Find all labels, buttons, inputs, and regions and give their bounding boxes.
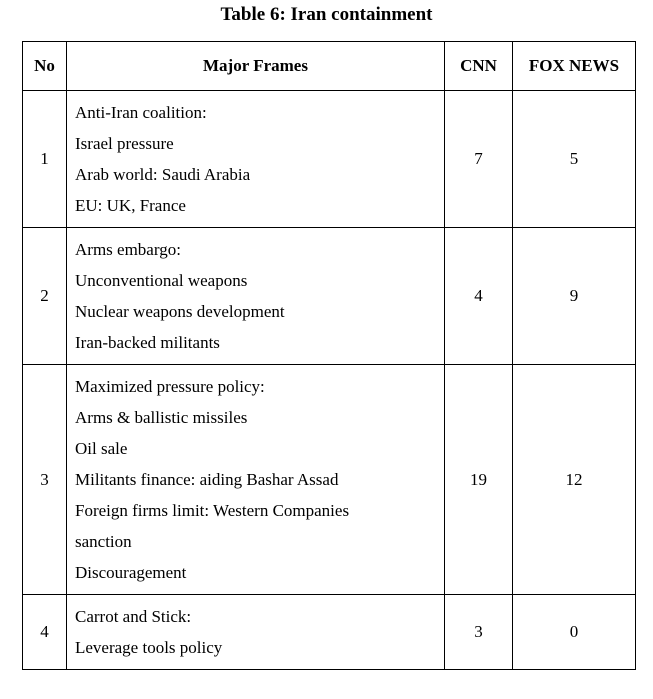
header-major-frames: Major Frames <box>67 42 445 91</box>
frame-text: Arab world: Saudi Arabia <box>75 165 251 184</box>
table-row <box>23 595 636 670</box>
row-frames <box>67 595 445 670</box>
header-no: No <box>23 42 67 91</box>
row-cnn-count: 4 <box>445 228 513 365</box>
iran-containment-table <box>22 41 636 670</box>
table-caption: Table 6: Iran containment <box>220 4 433 25</box>
frame-text: Israel pressure <box>75 134 174 153</box>
row-fox-count: 12 <box>513 365 636 595</box>
row-fox-count: 0 <box>513 595 636 670</box>
row-cnn-count: 3 <box>445 595 513 670</box>
row-cnn-count: 7 <box>445 91 513 228</box>
row-number: 1 <box>23 91 67 228</box>
frame-text: Foreign firms limit: Western Companies <box>75 501 350 520</box>
frame-text: Anti-Iran coalition: <box>75 103 207 122</box>
row-frames <box>67 91 445 228</box>
row-fox-count: 5 <box>513 91 636 228</box>
row-cnn-count: 19 <box>445 365 513 595</box>
frame-text: EU: UK, France <box>75 196 186 215</box>
frame-text: Iran-backed militants <box>75 333 220 352</box>
row-fox-count: 9 <box>513 228 636 365</box>
row-number: 4 <box>23 595 67 670</box>
frame-text: Arms & ballistic missiles <box>75 408 248 427</box>
frame-text: Arms embargo: <box>75 240 181 259</box>
table-row <box>23 228 636 365</box>
frame-text: sanction <box>75 532 132 551</box>
frame-text: Oil sale <box>75 439 128 458</box>
row-number: 3 <box>23 365 67 595</box>
frame-text: Leverage tools policy <box>75 638 223 657</box>
header-cnn: CNN <box>445 42 513 91</box>
table-row <box>23 365 636 595</box>
frame-text: Maximized pressure policy: <box>75 377 265 396</box>
header-fox-news: FOX NEWS <box>513 42 636 91</box>
frame-text: Discouragement <box>75 563 187 582</box>
table-row <box>23 91 636 228</box>
frame-text: Militants finance: aiding Bashar Assad <box>75 470 339 489</box>
row-number: 2 <box>23 228 67 365</box>
frame-text: Carrot and Stick: <box>75 607 192 626</box>
row-frames <box>67 228 445 365</box>
frame-text: Nuclear weapons development <box>75 302 285 321</box>
header-row <box>23 42 636 91</box>
row-frames <box>67 365 445 595</box>
frame-text: Unconventional weapons <box>75 271 248 290</box>
